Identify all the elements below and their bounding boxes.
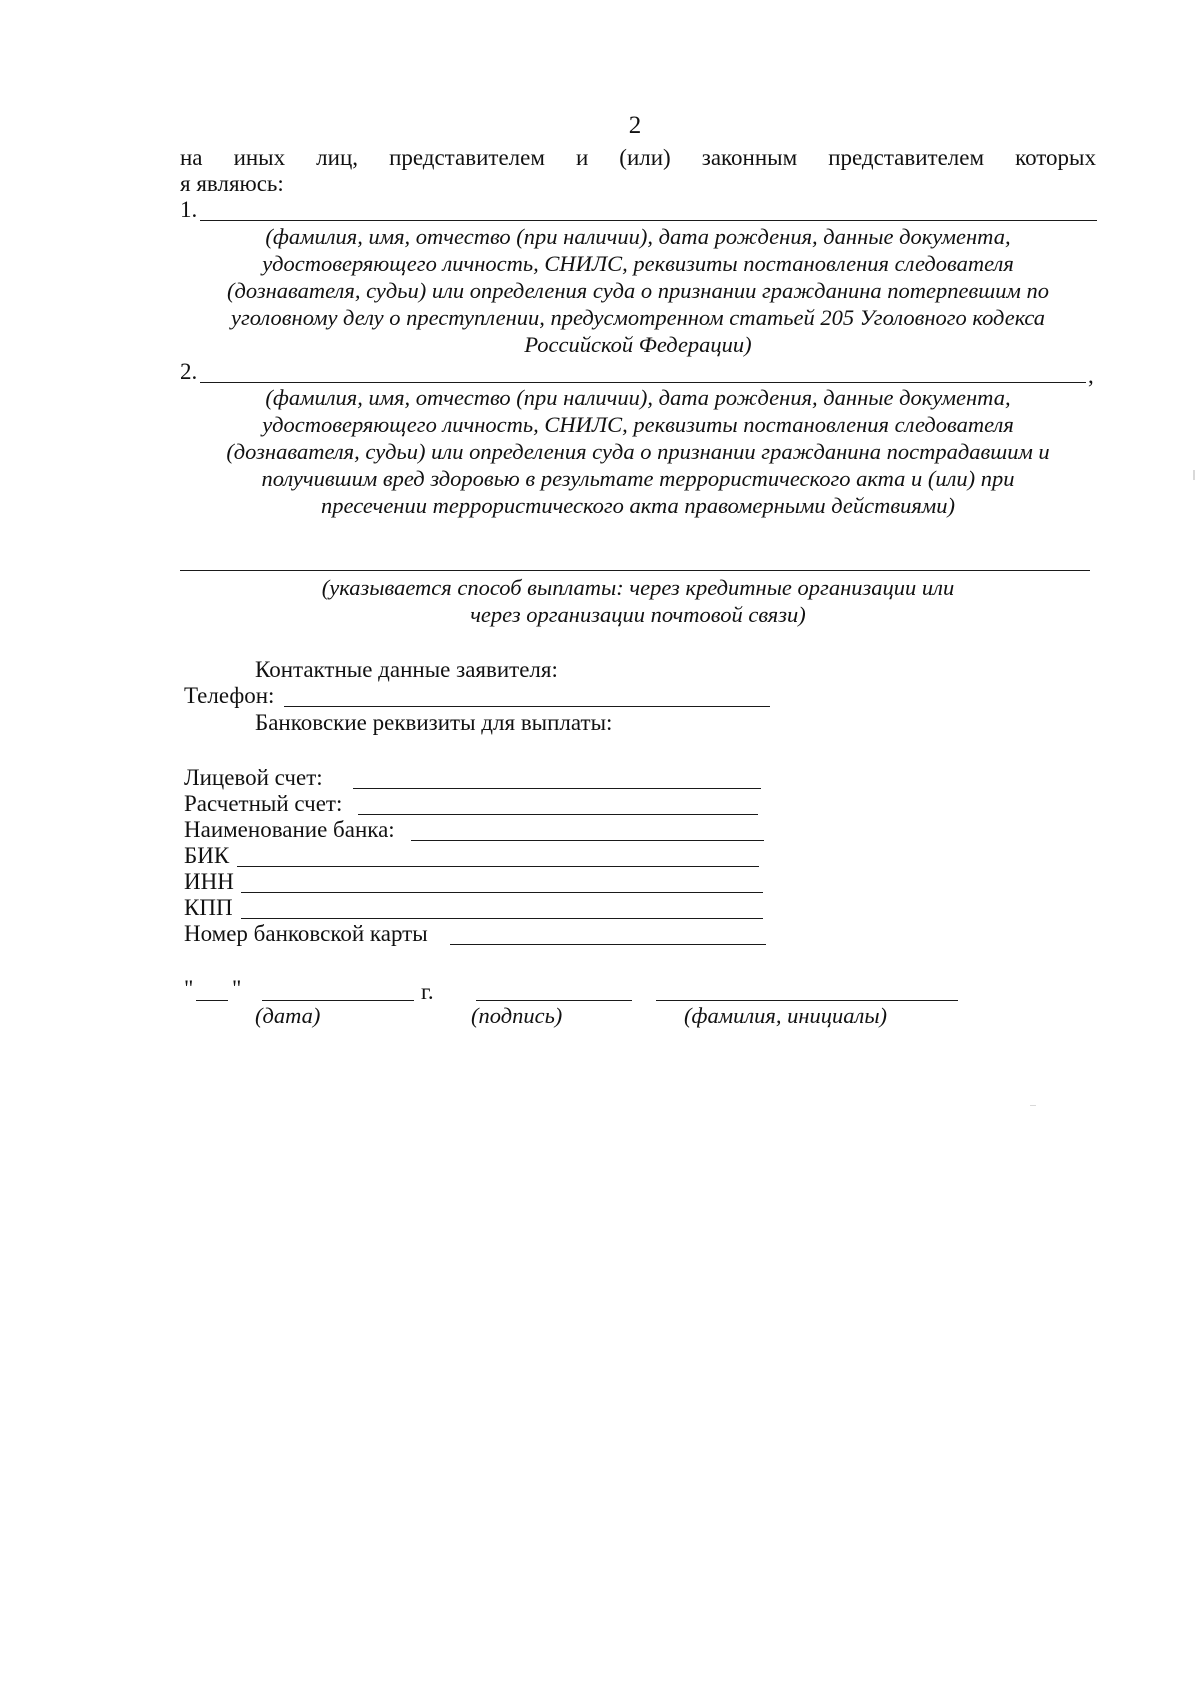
phone-label: Телефон: bbox=[184, 683, 275, 708]
intro-word: иных bbox=[233, 145, 286, 170]
date-month-field[interactable] bbox=[262, 1000, 414, 1001]
name-caption: (фамилия, инициалы) bbox=[684, 1003, 888, 1028]
caption-line: получившим вред здоровью в результате террористического акта и (или) при bbox=[261, 466, 1015, 491]
settlement-account-label: Расчетный счет: bbox=[184, 791, 343, 816]
intro-line-2: я являюсь: bbox=[180, 171, 284, 196]
bank-name-field[interactable] bbox=[411, 840, 764, 841]
account-label: Лицевой счет: bbox=[184, 765, 323, 790]
name-initials-field[interactable] bbox=[656, 1000, 958, 1001]
bank-heading: Банковские реквизиты для выплаты: bbox=[255, 710, 613, 735]
phone-field[interactable] bbox=[284, 706, 770, 707]
date-day-field[interactable] bbox=[196, 1000, 228, 1001]
payment-method-caption bbox=[180, 574, 1096, 628]
caption-line: пресечении террористического акта правомерными действиями) bbox=[321, 493, 955, 518]
payment-method-fill-line[interactable] bbox=[180, 570, 1090, 571]
caption-line: (дознавателя, судьи) или определения суда о признании гражданина потерпевшим по bbox=[227, 278, 1049, 303]
person-2-number: 2. bbox=[180, 359, 198, 384]
contacts-heading: Контактные данные заявителя: bbox=[255, 657, 558, 682]
caption-line: (указывается способ выплаты: через кредитные организации или bbox=[321, 575, 955, 600]
signature-caption: (подпись) bbox=[471, 1003, 563, 1028]
inn-label: ИНН bbox=[184, 869, 234, 894]
caption-line: уголовному делу о преступлении, предусмотренном статьей 205 Уголовного кодекса bbox=[230, 305, 1046, 330]
bik-label: БИК bbox=[184, 843, 230, 868]
date-open-quote: " bbox=[184, 976, 194, 1001]
card-number-label: Номер банковской карты bbox=[184, 921, 428, 946]
account-field[interactable] bbox=[353, 788, 761, 789]
caption-line: Российской Федерации) bbox=[524, 332, 752, 357]
card-number-field[interactable] bbox=[450, 944, 766, 945]
date-year-suffix: г. bbox=[421, 979, 434, 1004]
intro-word: (или) bbox=[619, 145, 671, 170]
person-2-trailing-comma: , bbox=[1088, 363, 1094, 388]
intro-word: и bbox=[575, 145, 589, 170]
bank-name-label: Наименование банка: bbox=[184, 817, 395, 842]
caption-line: удостоверяющего личность, СНИЛС, реквизиты постановления следователя bbox=[262, 412, 1014, 437]
intro-word: на bbox=[180, 145, 203, 170]
person-1-number: 1. bbox=[180, 197, 198, 222]
intro-word: которых bbox=[1015, 145, 1096, 170]
person-1-fill-line[interactable] bbox=[200, 220, 1097, 221]
scan-mark bbox=[1030, 1105, 1036, 1106]
intro-line-1 bbox=[180, 144, 1096, 171]
caption-line: через организации почтовой связи) bbox=[470, 602, 806, 627]
person-2-caption bbox=[180, 384, 1096, 519]
person-2-fill-line[interactable] bbox=[200, 382, 1086, 383]
page-number: 2 bbox=[628, 112, 642, 139]
date-close-quote: " bbox=[232, 976, 242, 1001]
signature-field[interactable] bbox=[476, 1000, 632, 1001]
caption-line: (фамилия, имя, отчество (при наличии), дата рождения, данные документа, bbox=[265, 385, 1011, 410]
intro-word: представителем bbox=[828, 145, 985, 170]
intro-word: законным bbox=[701, 145, 798, 170]
kpp-field[interactable] bbox=[241, 918, 763, 919]
kpp-label: КПП bbox=[184, 895, 233, 920]
intro-word: представителем bbox=[389, 145, 545, 170]
caption-line: удостоверяющего личность, СНИЛС, реквизиты постановления следователя bbox=[262, 251, 1014, 276]
bik-field[interactable] bbox=[237, 866, 759, 867]
person-1-caption bbox=[180, 223, 1096, 358]
inn-field[interactable] bbox=[241, 892, 763, 893]
caption-line: (дознавателя, судьи) или определения суда о признании гражданина пострадавшим и bbox=[226, 439, 1050, 464]
date-caption: (дата) bbox=[255, 1003, 321, 1028]
scan-mark bbox=[1193, 470, 1195, 480]
intro-word: лиц, bbox=[316, 145, 359, 170]
settlement-account-field[interactable] bbox=[358, 814, 758, 815]
caption-line: (фамилия, имя, отчество (при наличии), дата рождения, данные документа, bbox=[265, 224, 1011, 249]
